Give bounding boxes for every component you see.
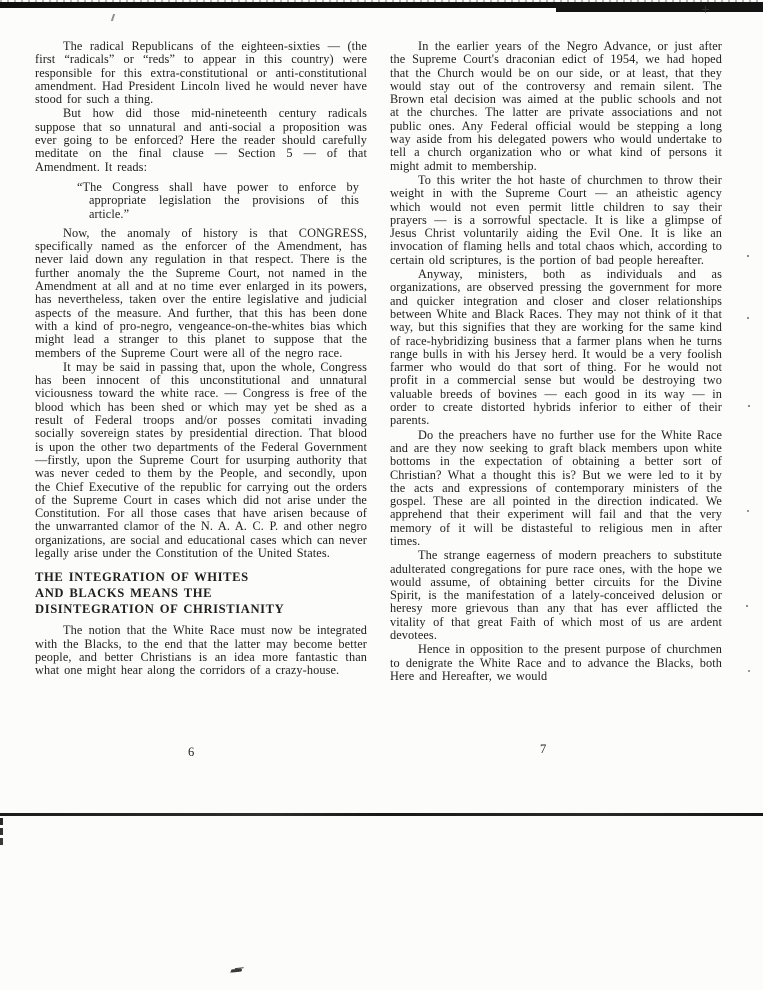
scan-page-bottom-edge bbox=[0, 813, 763, 816]
page-number-right: 7 bbox=[540, 742, 547, 756]
body-paragraph: Now, the anomaly of history is that CONGRESS, specifically named as the enforcer of the Amendment, has never laid down any regulation in that respect. There is the further anomaly the the Supreme Court, not named in the Amendment at all and at no time ever enlarged in its powers, has nevertheless, taken over the entire legislative and judicial aspects of the measure. And further, that this has been done with a kind of pro-negro, vengeance-on-the-whites bias which might lead a stranger to this planet to suppose that the members of the Supreme Court were all of the negro race. bbox=[35, 225, 367, 360]
body-paragraph: In the earlier years of the Negro Advance, or just after the Supreme Court's draconian edict of 1954, we had hoped that the Church would be on our side, or at least, that they would stay out of the controversy and remain silent. The Brown etal decision was aimed at the public schools and not at the churches. The latter are private associations and not public ones. Any Federal official would be stepping a long way aside from his delegated powers who would undertake to tell a church organization who or what kind of persons it might admit to membership. bbox=[390, 39, 722, 173]
body-paragraph: It may be said in passing that, upon the whole, Congress has been innocent of this unconstitutional and unnatural viciousness toward the white race. — Congress is free of the blood which has been shed or which may yet be shed as a result of Federal troops and/or posses comitati invading socially sovereign states by presidential direction. That blood is upon the other two departments of the Federal Government—firstly, upon the Supreme Court for usurping authority that was never ceded to them by the People, and secondly, upon the Chief Executive of the republic for carrying out the orders of the Supreme Court in cases which did not arise under the Constitution. For all those cases that have arisen because of the unwarranted clamor of the N. A. A. C. P. and other negro organizations, are social and educational cases which can never legally arise under the Constitution of the United States. bbox=[35, 359, 367, 560]
section-heading-line: AND BLACKS MEANS THE bbox=[35, 586, 213, 601]
scan-edge-dashes bbox=[0, 818, 3, 825]
right-column bbox=[390, 40, 722, 683]
body-paragraph: But how did those mid-nineteenth century radicals suppose that so unnatural and anti-social a proposition was ever going to be enforced? Here the reader should carefully meditate on the final clause — Section 5 — of that Amendment. It reads: bbox=[35, 106, 367, 174]
section-heading-line: DISINTEGRATION OF CHRISTIANITY bbox=[35, 602, 285, 617]
scan-edge-band-right bbox=[556, 2, 763, 12]
body-paragraph: The strange eagerness of modern preachers to substitute adulterated congregations for pure race ones, with the hope we would assume, of obtaining better circuits for the Divine Spirit, is the manifestation of a lately-conceived delusion or heresy more grievous than any that has ever afflicted the vitality of that great Faith of which most of us are ardent devotees. bbox=[390, 548, 722, 643]
body-paragraph: Anyway, ministers, both as individuals and as organizations, are observed pressing the government for more and quicker integration and closer and closer relationships between White and Black Races. They may not think of it that way, but this signifies that they are working for the same kind of race-hybridizing business that a farmer plans when he turns range bulls in with his Jersey herd. It would be a very foolish farmer who would do that sort of thing. For he would not profit in a commercial sense but would be destroying two valuable breeds of bovines — each good in its way — in order to create distorted hybrids inferior to either of their parents. bbox=[390, 267, 722, 428]
section-heading-line: THE INTEGRATION OF WHITES bbox=[35, 570, 249, 585]
page-number-left: 6 bbox=[188, 745, 195, 759]
stray-ink-mark bbox=[111, 14, 121, 21]
left-column bbox=[35, 40, 367, 683]
amendment-quote: “The Congress shall have power to enforce by appropriate legislation the provisions of this article.” bbox=[77, 179, 359, 221]
body-paragraph: To this writer the hot haste of churchmen to throw their weight in with the Supreme Court — an atheistic agency which would not even permit little children to say their prayers — is a sorrowful spectacle. It is like a glimpse of Jesus Christ voluntarily aiding the Evil One. It is like an invocation of flaming hells and total chaos which, according to certain old scriptures, is the portion of bad people hereafter. bbox=[390, 172, 722, 267]
body-paragraph: Do the preachers have no further use for the White Race and are they now seeking to graft black members upon white bottoms in the expectation of obtaining a better sort of Christian? What a thought this is? But we were led to it by the acts and expressions of contemporary ministers of the gospel. These are all pointed in the direction indicated. We apprehend that their experiment will fail and that the very memory of it will be distasteful to religious men in after times. bbox=[390, 427, 722, 548]
body-paragraph: The notion that the White Race must now be integrated with the Blacks, to the end that the latter may become better people, and better Christians is an idea more fantastic than what one might hear along the corridors of a crazy-house. bbox=[35, 623, 367, 678]
bottom-ink-smudge bbox=[231, 968, 242, 972]
section-heading bbox=[35, 569, 367, 617]
margin-specks bbox=[747, 255, 749, 257]
body-paragraph: Hence in opposition to the present purpose of churchmen to denigrate the White Race and to advance the Blacks, both Here and Hereafter, we would bbox=[390, 642, 722, 683]
page-body bbox=[35, 40, 723, 683]
stray-plus-mark bbox=[702, 6, 709, 13]
body-paragraph: The radical Republicans of the eighteen-sixties — (the first “radicals” or “reds” to appear in this country) were responsible for this extra-constitutional or anti-constitutional amendment. Had President Lincoln lived he would never have stood for such a thing. bbox=[35, 39, 367, 107]
